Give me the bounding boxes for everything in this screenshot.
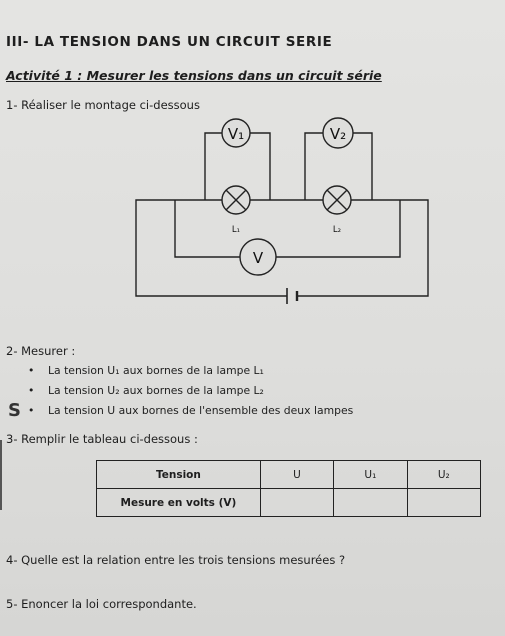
- label-v1: V₁: [227, 125, 245, 143]
- wire-v1-left: [205, 133, 222, 200]
- label-v2: V₂: [329, 125, 347, 143]
- label-l1: L₁: [231, 225, 241, 235]
- question-5: 5- Enoncer la loi correspondante.: [6, 597, 197, 611]
- table-cell-empty[interactable]: [260, 489, 333, 517]
- margin-line: [0, 440, 2, 510]
- measurement-table: [96, 460, 481, 517]
- table-header-row: [97, 461, 481, 489]
- measure-item-u2: • La tension U₂ aux bornes de la lampe L₂: [48, 384, 264, 397]
- table-header-cell: U₂: [407, 461, 480, 489]
- table-cell-empty[interactable]: [407, 489, 480, 517]
- table-cell-empty[interactable]: [334, 489, 407, 517]
- label-l2: L₂: [332, 225, 342, 235]
- table-row-label: Mesure en volts (V): [97, 489, 261, 517]
- section-title: III- LA TENSION DANS UN CIRCUIT SERIE: [6, 34, 333, 50]
- wire-v2-right: [353, 133, 372, 200]
- table-header-cell: Tension: [97, 461, 261, 489]
- label-v: V: [252, 249, 264, 267]
- activity-title: Activité 1 : Mesurer les tensions dans un circuit série: [6, 68, 382, 83]
- table-header-cell: U₁: [334, 461, 407, 489]
- lamp-l1: [222, 186, 250, 214]
- question-1: 1- Réaliser le montage ci-dessous: [6, 98, 200, 112]
- handwritten-mark: S: [8, 400, 21, 421]
- measure-item-u1: • La tension U₁ aux bornes de la lampe L₁: [48, 364, 264, 377]
- wire-outer-right: [297, 200, 428, 296]
- question-4: 4- Quelle est la relation entre les trois tensions mesurées ?: [6, 553, 346, 567]
- question-2: 2- Mesurer :: [6, 344, 76, 358]
- wire-v2-left: [305, 133, 323, 200]
- measure-item-u: • La tension U aux bornes de l'ensemble des deux lampes: [48, 404, 353, 417]
- lamp-l2: [323, 186, 351, 214]
- table-row: [97, 489, 481, 517]
- table-header-cell: U: [260, 461, 333, 489]
- wire-v1-right: [250, 133, 270, 200]
- question-3: 3- Remplir le tableau ci-dessous :: [6, 432, 198, 446]
